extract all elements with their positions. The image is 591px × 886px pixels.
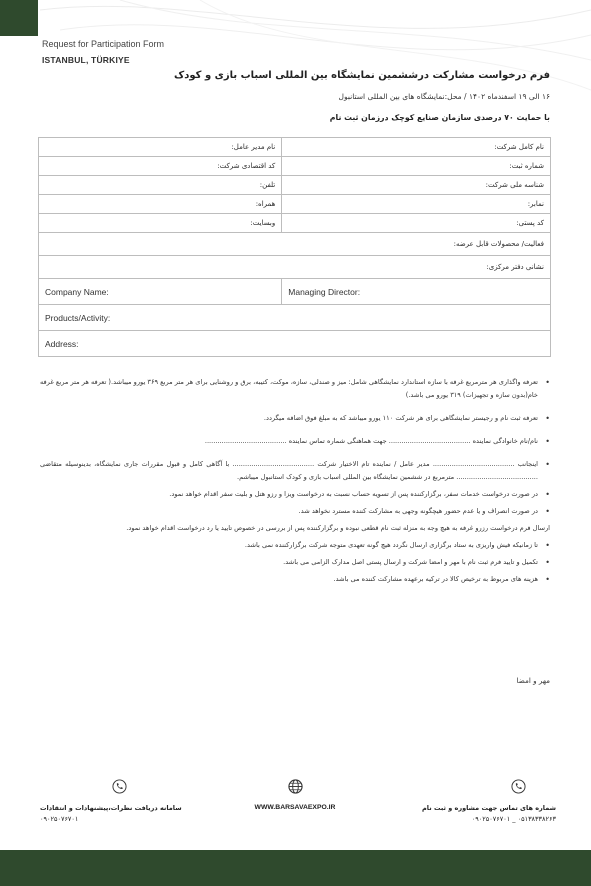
persian-title: فرم درخواست مشارکت درششمین نمایشگاه بین المللی اسباب بازی و کودک — [174, 70, 550, 81]
clause-cancellation: • در صورت انصراف و یا عدم حضور هیچگونه وجهی به مشارکت کننده مسترد نخواهد شد. — [40, 505, 550, 518]
footer-website — [210, 779, 380, 811]
company-name-field[interactable]: نام کامل شرکت: — [282, 138, 551, 157]
head-office-field[interactable]: نشانی دفتر مرکزی: — [39, 256, 551, 279]
products-activity-en-field[interactable]: Products/Activity: — [39, 305, 551, 331]
phone-field[interactable]: تلفن: — [39, 176, 282, 195]
phone-icon — [511, 779, 526, 794]
clause-representative: • نام/نام خانوادگی نماینده ....................................... جهت هماهنگی شماره تماس نماینده ....................................... — [40, 435, 550, 448]
event-date-location: ۱۶ الی ۱۹ اسفندماه ۱۴۰۲ / محل:نمایشگاه های بین المللی استانبول — [338, 92, 550, 101]
activity-field[interactable]: فعالیت/ محصولات قابل عرضه: — [39, 233, 551, 256]
clause-customs: • هزینه های مربوط به ترخیص کالا در ترکیه برعهده مشارکت کننده می باشد. — [40, 573, 550, 586]
registration-form-table — [38, 137, 551, 357]
clause-registration-fee: • تعرفه ثبت نام و رجیستر نمایشگاهی برای هر شرکت ۱۱۰ یورو میباشد که به مبلغ فوق اضافه میگردد. — [40, 412, 550, 425]
mobile-field[interactable]: همراه: — [39, 195, 282, 214]
feedback-number[interactable]: ۰۹۰۲۵۰۷۶۷۰۱ — [40, 815, 79, 823]
company-name-en-field[interactable]: Company Name: — [39, 279, 282, 305]
bottom-brand-bar — [0, 850, 591, 886]
director-name-field[interactable]: نام مدیر عامل: — [39, 138, 282, 157]
managing-director-en-field[interactable]: Managing Director: — [282, 279, 551, 305]
website-field[interactable]: وبسایت: — [39, 214, 282, 233]
clause-form-submission: ارسال فرم درخواست رزرو غرفه به هیچ وجه به منزله ثبت نام قطعی نبوده و برگزارکننده پس از بررسی در خصوص تایید یا رد درخواست اقدام خواهد نمود. — [126, 524, 550, 532]
clause-declaration: • اینجانب ....................................... مدیر عامل / نماینده تام الاختیار شرکت ....................................... با آگاهی کامل و قبول مقررات جاری نمایشگاه، بدینوسیله متقاضی ....................................... مترمربع در ششمین نمایشگاه بین المللی اسباب بازی و کودک استانبول میباشم. — [40, 458, 550, 484]
economic-code-field[interactable]: کد اقتصادی شرکت: — [39, 157, 282, 176]
clause-booth-fee: • تعرفه واگذاری هر مترمربع غرفه با سازه استاندارد نمایشگاهی شامل: میز و صندلی، سازه، موکت، کتیبه، برق و روشنایی برای هر متر مربع ۳۶۹ یورو میباشد.( تعرفه هر متر مربع غرفه خام(بدون سازه و تجهیزات) ۳۱۹ یورو می باشد.) — [40, 376, 550, 402]
website-url-link[interactable]: WWW.BARSAVAEXPO.IR — [254, 804, 336, 811]
address-en-field[interactable]: Address: — [39, 331, 551, 357]
footer-feedback — [40, 779, 210, 823]
postal-code-field[interactable]: کد پستی: — [282, 214, 551, 233]
clause-payment-receipt: • تا زمانیکه فیش واریزی به ستاد برگزاری ارسال نگردد هیچ گونه تعهدی متوجه شرکت برگزارکننده نمی باشد. — [40, 539, 550, 552]
english-title: Request for Participation Form — [42, 39, 165, 49]
support-note: با حمایت ۷۰ درصدی سازمان صنایع کوچک درزمان ثبت نام — [329, 113, 550, 122]
english-location: ISTANBUL, TÜRKIYE — [42, 55, 130, 65]
terms-section — [40, 376, 550, 590]
registration-number-field[interactable]: شماره ثبت: — [282, 157, 551, 176]
clause-signature-required: • تکمیل و تایید فرم ثبت نام با مهر و امضا شرکت و ارسال پستی اصل مدارک الزامی می باشد. — [40, 556, 550, 569]
clause-travel-services: • در صورت درخواست خدمات سفر، برگزارکننده پس از تسویه حساب نسبت به درخواست ویزا و رزو هتل و بلیت سفر اقدام خواهد نمود. — [40, 488, 550, 501]
seal-and-signature-label: مهر و امضا — [516, 676, 550, 685]
fax-field[interactable]: نمابر: — [282, 195, 551, 214]
globe-icon — [288, 779, 303, 794]
registration-contact-label: شماره های تماس جهت مشاوره و ثبت نام — [422, 804, 556, 812]
phone-icon — [112, 779, 127, 794]
national-id-field[interactable]: شناسه ملی شرکت: — [282, 176, 551, 195]
feedback-system-label: سامانه دریافت نظرات،پیشنهادات و انتقادات — [40, 804, 182, 812]
footer-contact-registration — [386, 779, 556, 823]
registration-contact-numbers[interactable]: ۰۵۱۳۸۳۳۸۲۶۳ _ ۰۹۰۲۵۰۷۶۷۰۱ — [471, 815, 556, 823]
